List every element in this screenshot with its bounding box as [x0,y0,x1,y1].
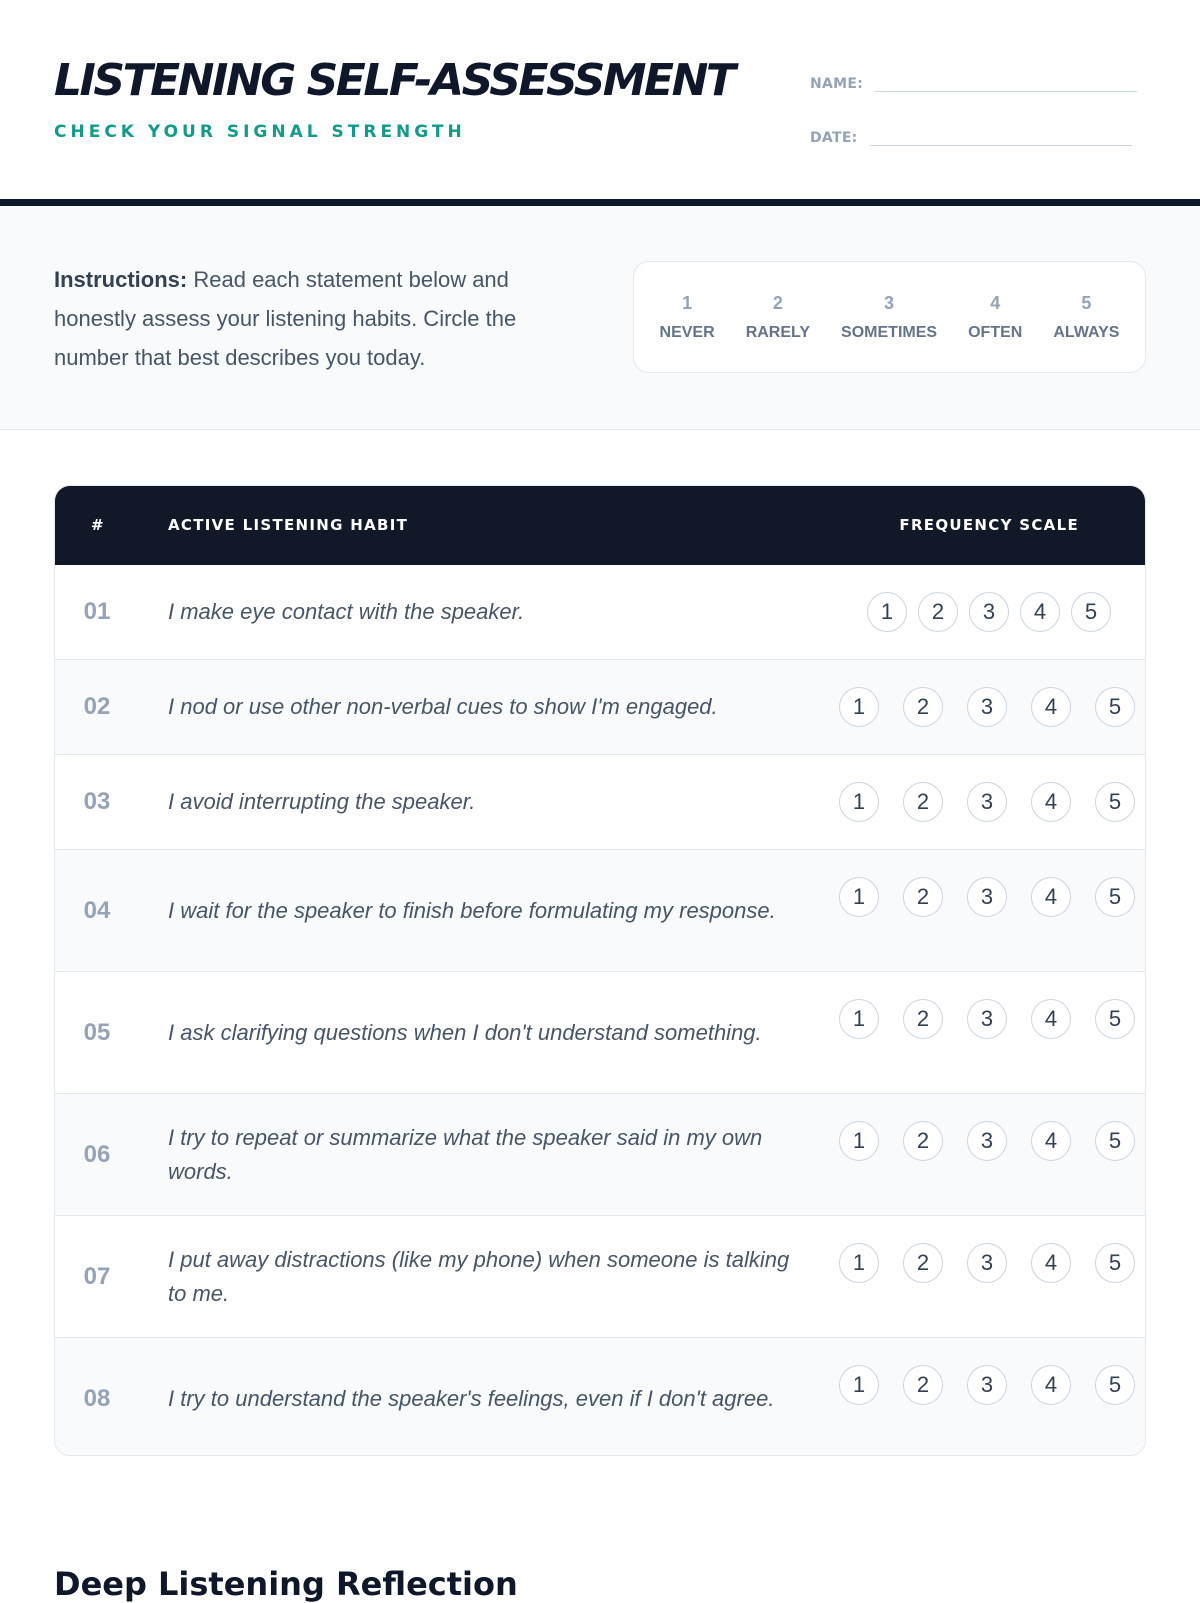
rating-bubble-1[interactable]: 1 [839,687,879,727]
rating-bubble-2[interactable]: 2 [918,592,958,632]
page-title: LISTENING SELF-ASSESSMENT [54,55,734,106]
table-row [55,972,1145,1094]
column-header-number: # [91,516,105,534]
date-label: DATE: [810,130,858,146]
instructions-lead: Instructions: [54,267,188,292]
rating-bubble-5[interactable]: 5 [1095,1243,1135,1283]
table-row [55,660,1145,755]
rating-options [839,1365,1146,1405]
rating-bubble-3[interactable]: 3 [967,999,1007,1039]
rating-bubble-5[interactable]: 5 [1095,1121,1135,1161]
table-row [55,565,1145,660]
scale-label: OFTEN [968,323,1023,341]
table-row [55,755,1145,850]
rating-bubble-1[interactable]: 1 [867,592,907,632]
rating-bubble-1[interactable]: 1 [839,877,879,917]
scale-item-2 [746,293,810,342]
rating-bubble-1[interactable]: 1 [839,1121,879,1161]
scale-item-3 [841,293,937,342]
column-header-habit: ACTIVE LISTENING HABIT [168,516,409,534]
rating-bubble-2[interactable]: 2 [903,1243,943,1283]
name-field[interactable] [810,70,1137,92]
rating-bubble-5[interactable]: 5 [1071,592,1111,632]
rating-bubble-4[interactable]: 4 [1031,877,1071,917]
page-header [0,0,1200,200]
scale-item-1 [660,293,715,342]
date-field[interactable] [810,124,1132,146]
rating-bubble-3[interactable]: 3 [967,687,1007,727]
rating-bubble-5[interactable]: 5 [1095,687,1135,727]
instructions-text [54,260,594,377]
table-row [55,850,1145,972]
scale-label: ALWAYS [1053,323,1120,341]
table-header [55,486,1145,565]
row-statement: I try to understand the speaker's feelings, even if I don't agree. [168,1386,775,1411]
rating-bubble-1[interactable]: 1 [839,1365,879,1405]
rating-bubble-5[interactable]: 5 [1095,999,1135,1039]
scale-label: NEVER [659,323,715,341]
name-label: NAME: [810,76,864,92]
row-statement: I nod or use other non-verbal cues to show I'm engaged. [168,694,718,719]
rating-bubble-2[interactable]: 2 [903,877,943,917]
row-number: 06 [83,1140,111,1168]
row-number: 01 [83,598,111,625]
rating-bubble-4[interactable]: 4 [1031,1121,1071,1161]
page-subtitle: CHECK YOUR SIGNAL STRENGTH [54,122,466,142]
header-divider [0,199,1200,206]
rating-options [839,1121,1146,1161]
row-statement: I wait for the speaker to finish before formulating my response. [168,897,776,923]
rating-bubble-2[interactable]: 2 [903,1365,943,1405]
instructions-section [0,206,1200,430]
rating-bubble-3[interactable]: 3 [967,1365,1007,1405]
row-number: 08 [83,1385,111,1412]
rating-options [867,592,1122,632]
row-statement: I ask clarifying questions when I don't understand something. [168,1019,762,1045]
rating-bubble-1[interactable]: 1 [839,782,879,822]
row-statement: I make eye contact with the speaker. [168,599,525,624]
rating-bubble-5[interactable]: 5 [1095,877,1135,917]
rating-bubble-3[interactable]: 3 [967,1121,1007,1161]
row-statement: I put away distractions (like my phone) when someone is talking to me. [168,1246,790,1306]
column-header-scale: FREQUENCY SCALE [899,516,1079,534]
rating-bubble-3[interactable]: 3 [967,1243,1007,1283]
instructions-body: Read each statement below and honestly assess your listening habits. Circle the number that best describes you today. [54,267,517,370]
rating-bubble-2[interactable]: 2 [903,687,943,727]
scale-item-4 [968,293,1022,342]
row-number: 07 [83,1262,111,1290]
scale-legend [633,261,1146,373]
rating-bubble-4[interactable]: 4 [1031,1365,1071,1405]
scale-number: 1 [682,292,693,313]
rating-bubble-3[interactable]: 3 [967,877,1007,917]
scale-label: SOMETIMES [841,323,938,341]
rating-bubble-4[interactable]: 4 [1031,999,1071,1039]
scale-number: 3 [884,292,895,313]
rating-bubble-4[interactable]: 4 [1031,687,1071,727]
rating-bubble-5[interactable]: 5 [1095,782,1135,822]
scale-label: RARELY [745,323,810,341]
row-statement: I try to repeat or summarize what the speaker said in my own words. [168,1124,763,1184]
rating-bubble-2[interactable]: 2 [903,1121,943,1161]
table-row [55,1338,1145,1456]
rating-bubble-4[interactable]: 4 [1031,1243,1071,1283]
table-row [55,1216,1145,1338]
row-number: 03 [83,788,111,815]
rating-options [839,999,1146,1039]
rating-bubble-2[interactable]: 2 [903,782,943,822]
row-number: 05 [83,1018,111,1046]
name-input-line[interactable] [875,70,1137,92]
rating-bubble-1[interactable]: 1 [839,999,879,1039]
scale-number: 4 [990,292,1001,313]
rating-bubble-3[interactable]: 3 [967,782,1007,822]
rating-bubble-4[interactable]: 4 [1031,782,1071,822]
rating-bubble-5[interactable]: 5 [1095,1365,1135,1405]
rating-options [839,782,1146,822]
rating-options [839,1243,1146,1283]
reflection-heading: Deep Listening Reflection [54,1565,518,1603]
scale-item-5 [1053,293,1119,342]
scale-number: 2 [772,292,783,313]
table-row [55,1094,1145,1216]
rating-bubble-2[interactable]: 2 [903,999,943,1039]
row-number: 02 [83,693,111,720]
rating-bubble-3[interactable]: 3 [969,592,1009,632]
rating-options [839,687,1146,727]
scale-number: 5 [1081,292,1092,313]
rating-bubble-4[interactable]: 4 [1020,592,1060,632]
date-input-line[interactable] [870,124,1132,146]
row-statement: I avoid interrupting the speaker. [168,789,476,814]
rating-bubble-1[interactable]: 1 [839,1243,879,1283]
row-number: 04 [83,896,111,924]
habits-table [54,485,1146,1456]
rating-options [839,877,1146,917]
